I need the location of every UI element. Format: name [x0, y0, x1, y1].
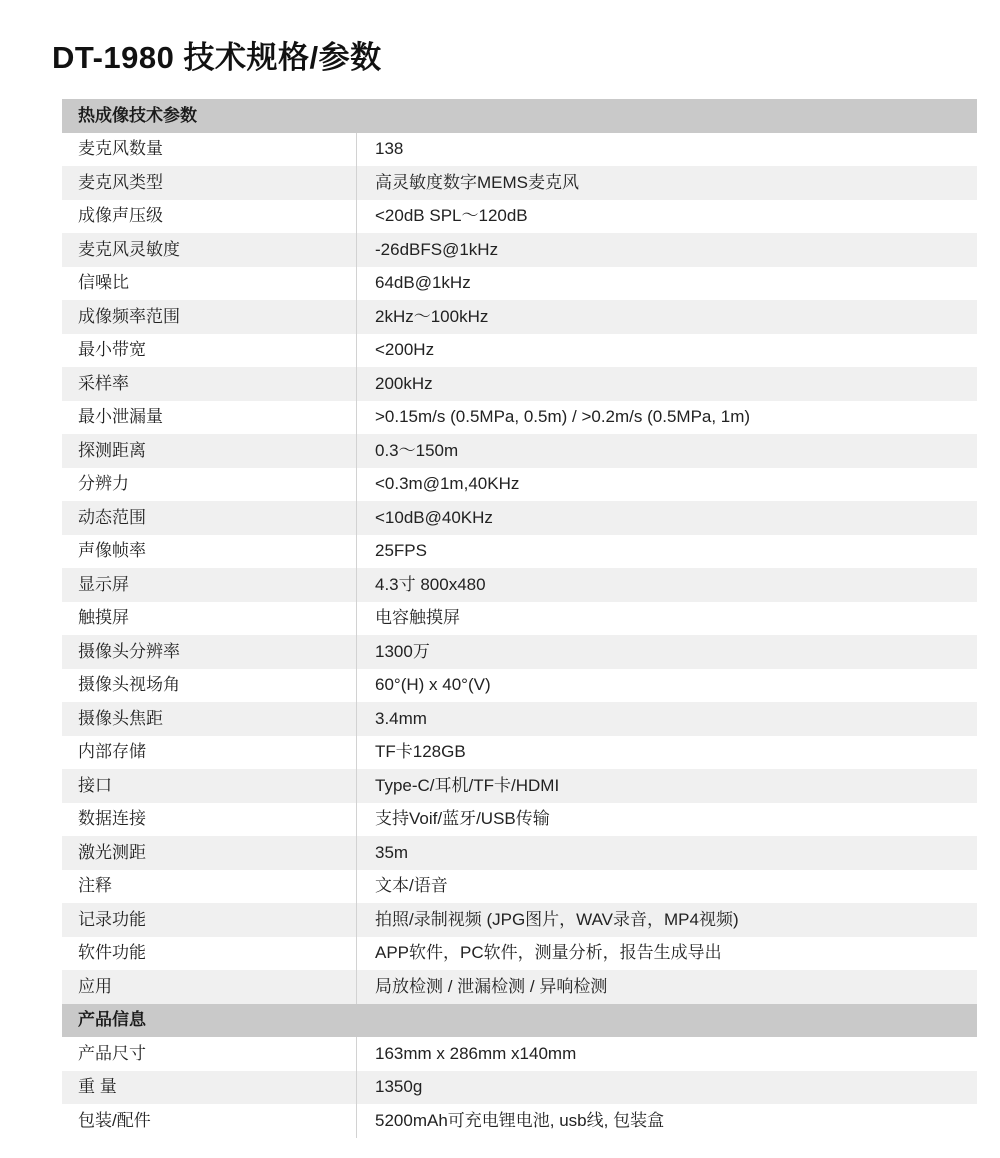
section-heading-label: 产品信息	[62, 1004, 357, 1038]
spec-value: 1350g	[357, 1071, 978, 1105]
spec-value: <200Hz	[357, 334, 978, 368]
spec-label: 麦克风灵敏度	[62, 233, 357, 267]
table-row	[62, 870, 977, 904]
spec-label: 触摸屏	[62, 602, 357, 636]
table-row	[62, 166, 977, 200]
table-row	[62, 233, 977, 267]
spec-label: 接口	[62, 769, 357, 803]
spec-value: 25FPS	[357, 535, 978, 569]
spec-label: 重 量	[62, 1071, 357, 1105]
spec-label: 数据连接	[62, 803, 357, 837]
spec-value: 2kHz～100kHz	[357, 300, 978, 334]
spec-label: 摄像头分辨率	[62, 635, 357, 669]
table-row	[62, 1104, 977, 1138]
table-row	[62, 736, 977, 770]
table-row	[62, 535, 977, 569]
spec-value: 支持Voif/蓝牙/USB传输	[357, 803, 978, 837]
table-row	[62, 970, 977, 1004]
spec-value: 0.3～150m	[357, 434, 978, 468]
table-section-header	[62, 99, 977, 133]
section-heading-label: 热成像技术参数	[62, 99, 357, 133]
spec-value: 138	[357, 133, 978, 167]
spec-label: 声像帧率	[62, 535, 357, 569]
specifications-table	[62, 99, 977, 1138]
section-heading-spacer	[357, 1004, 978, 1038]
spec-value: >0.15m/s (0.5MPa, 0.5m) / >0.2m/s (0.5MPa, 1m)	[357, 401, 978, 435]
spec-label: 采样率	[62, 367, 357, 401]
spec-value: 64dB@1kHz	[357, 267, 978, 301]
spec-table-body	[62, 99, 977, 1138]
spec-label: 成像频率范围	[62, 300, 357, 334]
table-row	[62, 635, 977, 669]
spec-value: Type-C/耳机/TF卡/HDMI	[357, 769, 978, 803]
spec-label: 显示屏	[62, 568, 357, 602]
table-row	[62, 267, 977, 301]
table-row	[62, 836, 977, 870]
spec-label: 摄像头焦距	[62, 702, 357, 736]
table-row	[62, 434, 977, 468]
spec-value: TF卡128GB	[357, 736, 978, 770]
spec-value: <0.3m@1m,40KHz	[357, 468, 978, 502]
spec-label: 麦克风类型	[62, 166, 357, 200]
spec-value: 35m	[357, 836, 978, 870]
spec-label: 包装/配件	[62, 1104, 357, 1138]
spec-label: 最小带宽	[62, 334, 357, 368]
spec-value: APP软件，PC软件，测量分析，报告生成导出	[357, 937, 978, 971]
page-title: DT-1980 技术规格/参数	[52, 40, 382, 75]
spec-label: 最小泄漏量	[62, 401, 357, 435]
spec-label: 软件功能	[62, 937, 357, 971]
spec-label: 动态范围	[62, 501, 357, 535]
table-row	[62, 669, 977, 703]
table-row	[62, 937, 977, 971]
table-row	[62, 501, 977, 535]
spec-value: 4.3寸 800x480	[357, 568, 978, 602]
spec-value: 拍照/录制视频 (JPG图片，WAV录音，MP4视频)	[357, 903, 978, 937]
spec-value: 5200mAh可充电锂电池, usb线, 包装盒	[357, 1104, 978, 1138]
spec-label: 内部存储	[62, 736, 357, 770]
spec-value: <10dB@40KHz	[357, 501, 978, 535]
spec-label: 分辨力	[62, 468, 357, 502]
table-row	[62, 702, 977, 736]
spec-label: 成像声压级	[62, 200, 357, 234]
table-row	[62, 468, 977, 502]
table-row	[62, 300, 977, 334]
table-row	[62, 568, 977, 602]
spec-value: 文本/语音	[357, 870, 978, 904]
spec-label: 探测距离	[62, 434, 357, 468]
table-section-header	[62, 1004, 977, 1038]
spec-value: 163mm x 286mm x140mm	[357, 1037, 978, 1071]
spec-value: 1300万	[357, 635, 978, 669]
table-row	[62, 367, 977, 401]
spec-value: 200kHz	[357, 367, 978, 401]
table-row	[62, 133, 977, 167]
table-row	[62, 200, 977, 234]
table-row	[62, 903, 977, 937]
table-row	[62, 769, 977, 803]
spec-label: 激光测距	[62, 836, 357, 870]
spec-value: <20dB SPL～120dB	[357, 200, 978, 234]
spec-value: 高灵敏度数字MEMS麦克风	[357, 166, 978, 200]
spec-label: 应用	[62, 970, 357, 1004]
spec-value: 60°(H) x 40°(V)	[357, 669, 978, 703]
table-row	[62, 1071, 977, 1105]
table-row	[62, 401, 977, 435]
spec-label: 产品尺寸	[62, 1037, 357, 1071]
table-row	[62, 803, 977, 837]
spec-label: 注释	[62, 870, 357, 904]
table-row	[62, 1037, 977, 1071]
section-heading-spacer	[357, 99, 978, 133]
spec-value: -26dBFS@1kHz	[357, 233, 978, 267]
spec-value: 电容触摸屏	[357, 602, 978, 636]
spec-label: 麦克风数量	[62, 133, 357, 167]
table-row	[62, 602, 977, 636]
spec-label: 记录功能	[62, 903, 357, 937]
spec-label: 信噪比	[62, 267, 357, 301]
table-row	[62, 334, 977, 368]
spec-label: 摄像头视场角	[62, 669, 357, 703]
spec-value: 3.4mm	[357, 702, 978, 736]
spec-value: 局放检测 / 泄漏检测 / 异响检测	[357, 970, 978, 1004]
